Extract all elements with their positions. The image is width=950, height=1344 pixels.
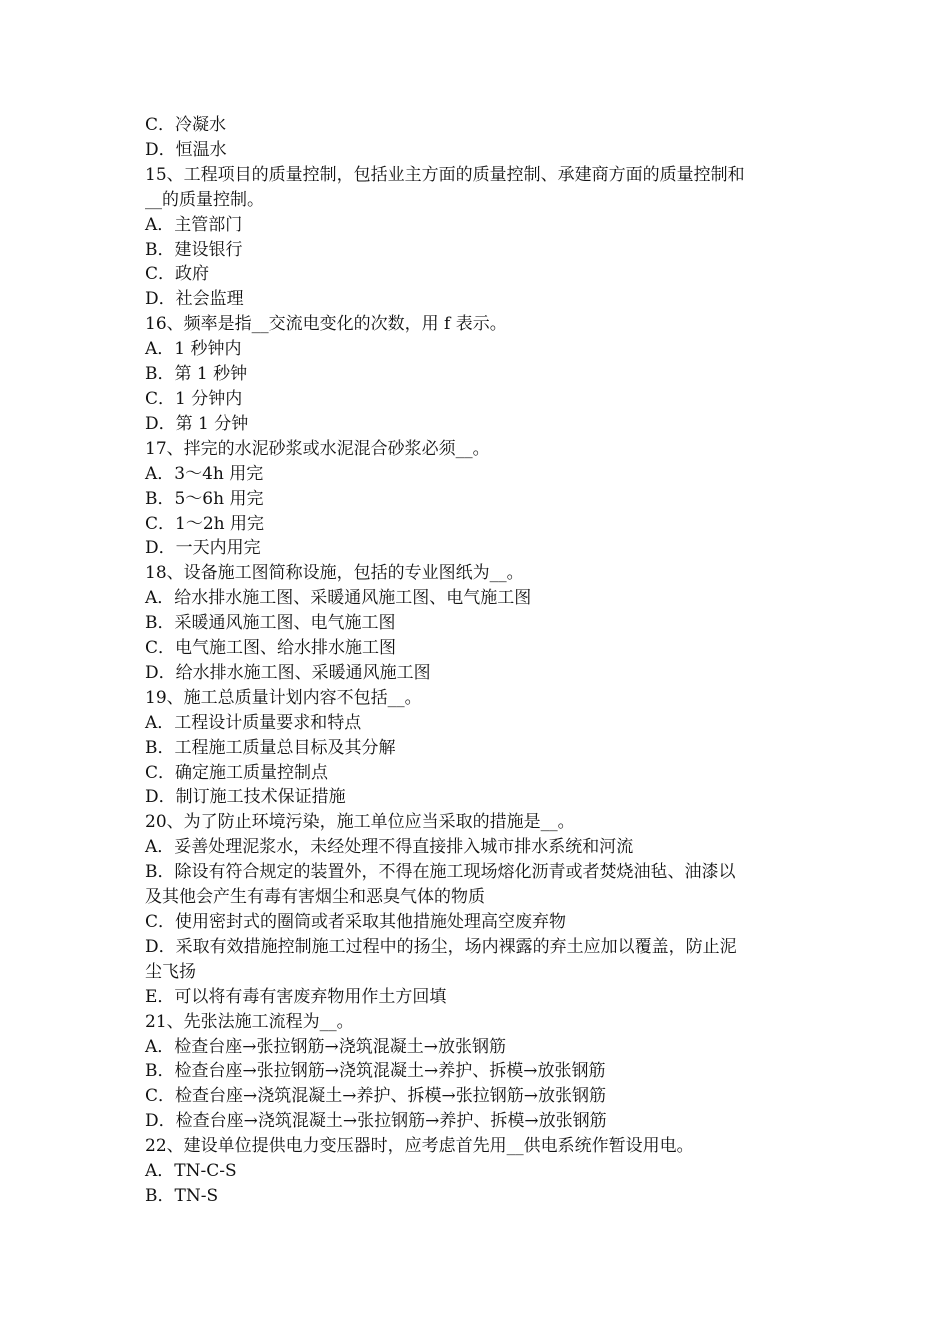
option-line: D．第 1 分钟 — [145, 413, 249, 434]
option-line: B．采暖通风施工图、电气施工图 — [145, 613, 396, 634]
option-line: D．给水排水施工图、采暖通风施工图 — [145, 662, 431, 683]
option-line: C．电气施工图、给水排水施工图 — [145, 638, 397, 659]
option-line: B．检查台座→张拉钢筋→浇筑混凝土→养护、拆模→放张钢筋 — [145, 1061, 606, 1082]
option-line: B．工程施工质量总目标及其分解 — [145, 737, 396, 758]
option-line: B．TN-S — [145, 1185, 219, 1206]
option-line: E．可以将有毒有害废弃物用作土方回填 — [145, 986, 447, 1007]
option-line: A．妥善处理泥浆水，未经处理不得直接排入城市排水系统和河流 — [145, 837, 634, 858]
option-line: A．1 秒钟内 — [145, 339, 242, 360]
option-line: D．检查台座→浇筑混凝土→张拉钢筋→养护、拆模→放张钢筋 — [145, 1111, 607, 1132]
option-line: 尘飞扬 — [145, 961, 196, 982]
option-line: C．冷凝水 — [145, 115, 227, 135]
option-line: A．给水排水施工图、采暖通风施工图、电气施工图 — [145, 588, 532, 609]
document-page — [145, 113, 815, 1209]
question-line: 20、为了防止环境污染，施工单位应当采取的措施是__。 — [145, 812, 575, 833]
option-line: C．使用密封式的圈筒或者采取其他措施处理高空废弃物 — [145, 912, 567, 932]
option-line: D．制订施工技术保证措施 — [145, 787, 346, 808]
question-line: __的质量控制。 — [145, 189, 264, 210]
question-line: 19、施工总质量计划内容不包括__。 — [145, 687, 422, 708]
question-line: 21、先张法施工流程为__。 — [145, 1011, 354, 1032]
option-line: A．TN-C-S — [145, 1161, 237, 1182]
option-line: D．一天内用完 — [145, 538, 261, 559]
option-line: D．恒温水 — [145, 139, 227, 160]
question-line: 15、工程项目的质量控制，包括业主方面的质量控制、承建商方面的质量控制和 — [145, 164, 745, 185]
option-line: A．工程设计质量要求和特点 — [145, 712, 362, 733]
option-line: C．确定施工质量控制点 — [145, 762, 329, 783]
option-line: C．1 分钟内 — [145, 388, 243, 409]
question-line: 16、频率是指__交流电变化的次数，用 f 表示。 — [145, 314, 507, 335]
option-line: C．1～2h 用完 — [145, 513, 264, 534]
question-line: 22、建设单位提供电力变压器时，应考虑首先用__供电系统作暂设用电。 — [145, 1136, 694, 1157]
option-line: A．检查台座→张拉钢筋→浇筑混凝土→放张钢筋 — [145, 1036, 507, 1057]
option-line: C．政府 — [145, 264, 210, 285]
option-line: B．第 1 秒钟 — [145, 364, 248, 385]
option-line: B．5～6h 用完 — [145, 488, 264, 509]
option-line: D．采取有效措施控制施工过程中的扬尘，场内裸露的弃土应加以覆盖，防止泥 — [145, 936, 737, 957]
option-line: A．主管部门 — [145, 214, 243, 235]
option-line: B．建设银行 — [145, 239, 243, 260]
question-line: 18、设备施工图简称设施，包括的专业图纸为__。 — [145, 563, 524, 584]
question-line: 17、拌完的水泥砂浆或水泥混合砂浆必须__。 — [145, 438, 490, 459]
option-line: B．除设有符合规定的装置外，不得在施工现场熔化沥青或者焚烧油毡、油漆以 — [145, 862, 736, 883]
option-line: C．检查台座→浇筑混凝土→养护、拆模→张拉钢筋→放张钢筋 — [145, 1086, 606, 1107]
option-line: 及其他会产生有毒有害烟尘和恶臭气体的物质 — [145, 887, 485, 908]
option-line: A．3～4h 用完 — [145, 463, 264, 484]
option-line: D．社会监理 — [145, 289, 244, 310]
